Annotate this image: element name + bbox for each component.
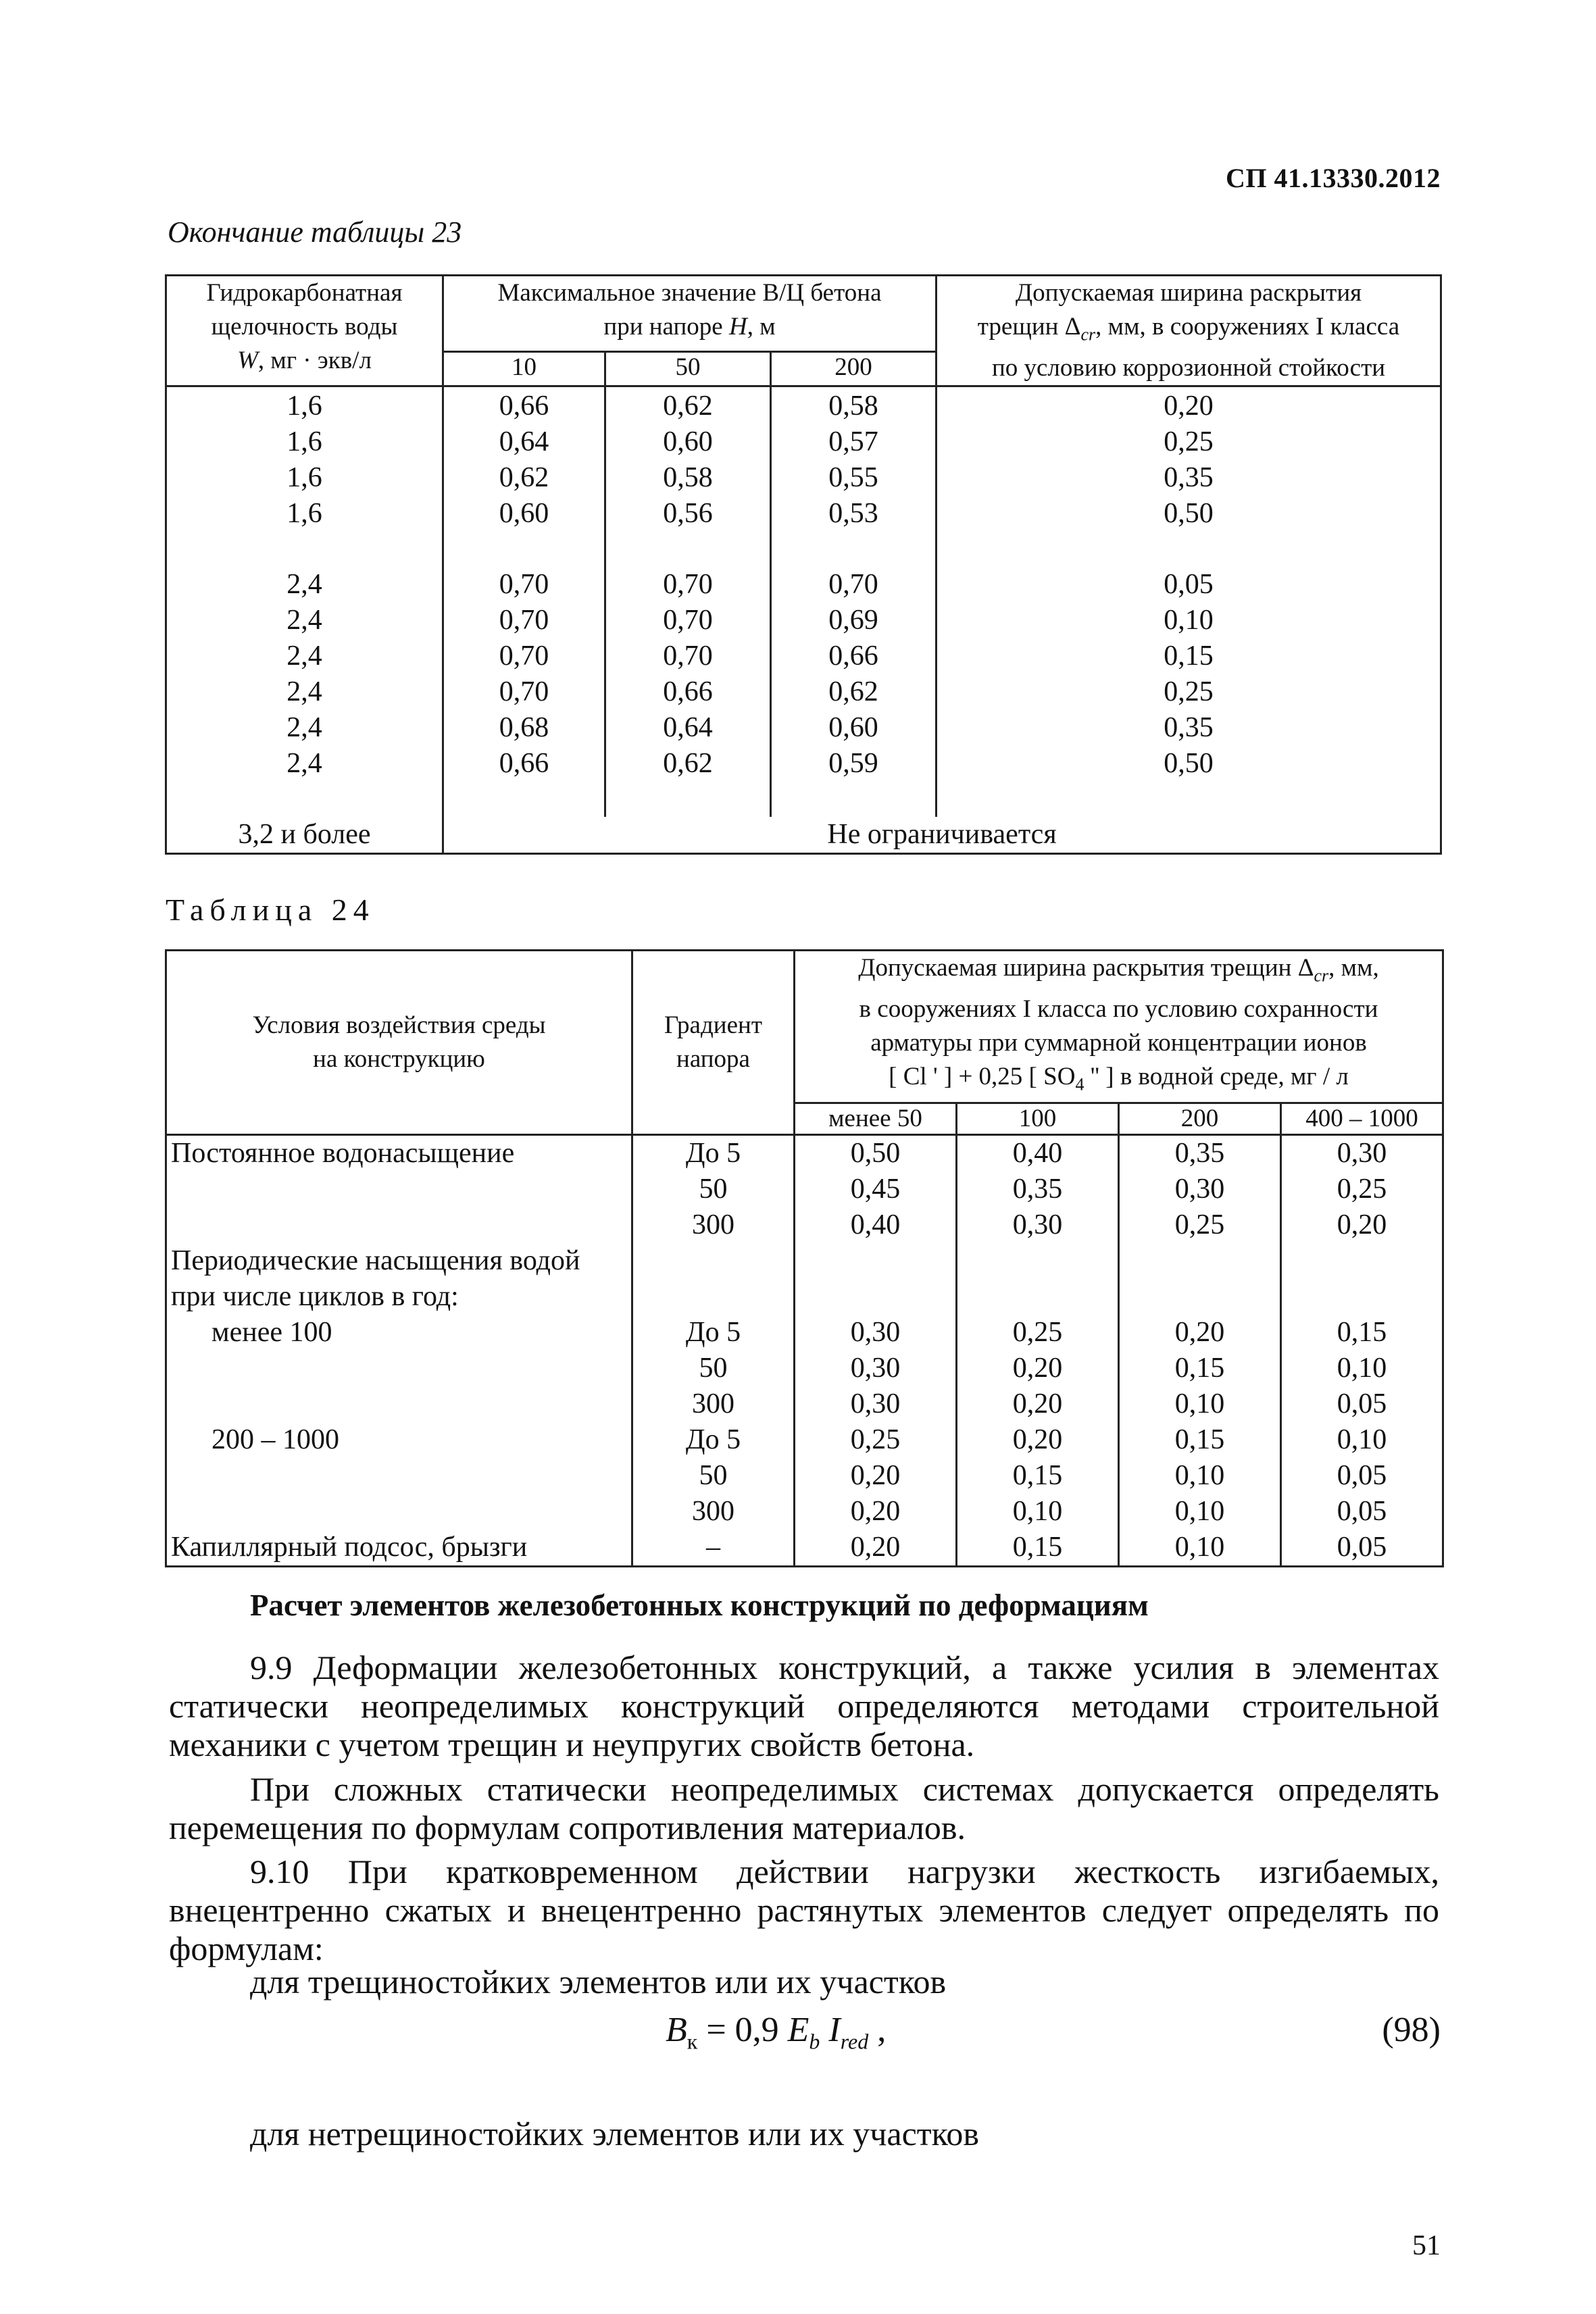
t24-cell (957, 1279, 1119, 1315)
t23-cell: 2,4 (286, 712, 322, 744)
t24-cell: 0,05 (1281, 1386, 1443, 1422)
t24-cell: 0,25 (957, 1315, 1119, 1351)
t23-header-wc: Максимальное значение В/Ц бетона при напоре H, м (443, 276, 937, 352)
t24-cell: 0,30 (795, 1351, 957, 1386)
paragraph-complex-systems: При сложных статически неопределимых системах допускается определять перемещения по формулам сопротивления материалов. (169, 1770, 1439, 1846)
t23-row (166, 710, 1441, 746)
t24-cell: 0,10 (1119, 1458, 1281, 1494)
t24-cell (957, 1243, 1119, 1279)
t24-row (166, 1351, 1443, 1386)
t24-gradient: – (632, 1530, 795, 1567)
t23-cell: 0,70 (771, 567, 937, 603)
t24-gradient: 300 (632, 1494, 795, 1530)
t24-header-conditions: Условия воздействия среды на конструкцию (166, 951, 632, 1135)
t24-row (166, 1134, 1443, 1172)
t24-cell: 0,15 (1281, 1315, 1443, 1351)
t23-cell: 0,64 (443, 424, 605, 460)
t23-row (166, 496, 1441, 532)
t24-gradient: 50 (632, 1172, 795, 1207)
t23-cell: 0,70 (443, 603, 605, 638)
t24-condition: при числе циклов в год: (171, 1280, 459, 1312)
t23-cell: 0,70 (443, 674, 605, 710)
t24-cell: 0,15 (1119, 1351, 1281, 1386)
t24-cell: 0,30 (795, 1315, 957, 1351)
t23-cell: 0,60 (771, 710, 937, 746)
t24-cell: 0,20 (795, 1494, 957, 1530)
t24-cell: 0,05 (1281, 1458, 1443, 1494)
t24-cell: 0,25 (795, 1422, 957, 1458)
t24-cell: 0,15 (1119, 1422, 1281, 1458)
t24-condition: Постоянное водонасыщение (171, 1137, 515, 1169)
t24-cell: 0,10 (1281, 1351, 1443, 1386)
t23-cell: 0,50 (937, 496, 1441, 532)
t24-cell: 0,40 (957, 1134, 1119, 1172)
t24-cell: 0,05 (1281, 1530, 1443, 1567)
t24-head-conc: менее 50 (795, 1103, 957, 1134)
t24-gradient (632, 1279, 795, 1315)
t24-cell (1119, 1279, 1281, 1315)
t23-head-h-200: 200 (771, 351, 937, 386)
t23-header-crack-width: Допускаемая ширина раскрытия трещин $\Delta_{cr}$, мм, в сооружениях I класса по условию коррозионной стойкости (937, 276, 1441, 386)
t24-row (166, 1315, 1443, 1351)
t23-cell: 0,10 (937, 603, 1441, 638)
table23-caption: Окончание таблицы 23 (168, 216, 462, 249)
t24-head-conc: 200 (1119, 1103, 1281, 1134)
t23-row-last (166, 817, 1441, 854)
t24-gradient: До 5 (632, 1134, 795, 1172)
equation-number: (98) (1382, 2011, 1441, 2049)
paragraph-non-crack-resistant: для нетрещиностойких элементов или их участков (250, 2115, 980, 2153)
table-23 (165, 274, 1442, 855)
t24-condition (166, 1351, 632, 1386)
t23-row (166, 460, 1441, 496)
t23-cell: 1,6 (286, 498, 322, 530)
t24-cell: 0,45 (795, 1172, 957, 1207)
t23-cell: 0,62 (771, 674, 937, 710)
t24-cell (1281, 1243, 1443, 1279)
t23-cell: 0,70 (605, 638, 771, 674)
t24-row (166, 1494, 1443, 1530)
t24-gradient: До 5 (632, 1422, 795, 1458)
t23-cell: 0,70 (443, 567, 605, 603)
t24-cell: 0,25 (1119, 1207, 1281, 1243)
t24-cell (1281, 1279, 1443, 1315)
t24-condition: Периодические насыщения водой (171, 1244, 580, 1276)
t24-cell: 0,30 (795, 1386, 957, 1422)
t24-cell: 0,20 (795, 1530, 957, 1567)
t23-cell: 0,70 (443, 638, 605, 674)
t24-cell: 0,15 (957, 1458, 1119, 1494)
t24-cell: 0,20 (957, 1386, 1119, 1422)
t24-cell: 0,20 (795, 1458, 957, 1494)
t23-cell: 0,62 (605, 386, 771, 425)
t23-cell: 0,50 (937, 746, 1441, 782)
t24-cell: 0,20 (1281, 1207, 1443, 1243)
t24-cell: 0,20 (1119, 1315, 1281, 1351)
t23-cell: 0,56 (605, 496, 771, 532)
t23-cell-unlimited: Не ограничивается (443, 817, 1441, 854)
t24-cell: 0,50 (795, 1134, 957, 1172)
t23-cell: 0,64 (605, 710, 771, 746)
paragraph-9-9: 9.9 Деформации железобетонных конструкций, а также усилия в элементах статически неопределимых конструкций определяются методами строительной механики с учетом трещин и неупругих свойств бетона. (169, 1649, 1439, 1763)
table-24 (165, 949, 1444, 1567)
t23-row (166, 746, 1441, 782)
t24-cell (795, 1279, 957, 1315)
t23-cell: 0,58 (771, 386, 937, 425)
t24-row (166, 1530, 1443, 1567)
t24-gradient: 300 (632, 1207, 795, 1243)
t24-gradient (632, 1243, 795, 1279)
t24-cell: 0,10 (1119, 1494, 1281, 1530)
t24-condition (166, 1458, 632, 1494)
t24-row (166, 1422, 1443, 1458)
t23-cell: 1,6 (286, 426, 322, 458)
t23-cell: 0,15 (937, 638, 1441, 674)
t23-cell: 0,35 (937, 710, 1441, 746)
t24-gradient: До 5 (632, 1315, 795, 1351)
document-id: СП 41.13330.2012 (1226, 163, 1441, 193)
t23-row (166, 424, 1441, 460)
t24-cell: 0,30 (1119, 1172, 1281, 1207)
t24-row (166, 1243, 1443, 1279)
t24-header-gradient: Градиент напора (632, 951, 795, 1135)
t23-row (166, 674, 1441, 710)
t23-cell: 0,35 (937, 460, 1441, 496)
t24-gradient: 50 (632, 1458, 795, 1494)
t24-cell: 0,35 (957, 1172, 1119, 1207)
t24-cell (795, 1243, 957, 1279)
page-number: 51 (1412, 2230, 1441, 2261)
t23-cell: 0,70 (605, 567, 771, 603)
t24-cell: 0,05 (1281, 1494, 1443, 1530)
table24-caption: Таблица 24 (166, 892, 375, 927)
t24-gradient: 300 (632, 1386, 795, 1422)
t23-cell: 0,55 (771, 460, 937, 496)
t24-cell: 0,20 (957, 1422, 1119, 1458)
t23-cell: 2,4 (286, 640, 322, 672)
paragraph-crack-resistant: для трещиностойких элементов или их участков (250, 1963, 947, 2001)
t23-cell: 0,59 (771, 746, 937, 782)
t23-cell: 0,68 (443, 710, 605, 746)
t23-cell: 0,60 (443, 496, 605, 532)
t23-row (166, 638, 1441, 674)
t24-row (166, 1458, 1443, 1494)
t23-cell: 0,62 (443, 460, 605, 496)
t24-row (166, 1207, 1443, 1243)
t24-cell: 0,15 (957, 1530, 1119, 1567)
t23-cell: 0,66 (605, 674, 771, 710)
t24-cell: 0,30 (957, 1207, 1119, 1243)
t23-cell: 0,57 (771, 424, 937, 460)
t23-cell: 0,25 (937, 424, 1441, 460)
t23-cell: 2,4 (286, 676, 322, 708)
t23-cell: 2,4 (286, 569, 322, 601)
t24-cell: 0,10 (1119, 1386, 1281, 1422)
t24-row (166, 1386, 1443, 1422)
t24-cell: 0,10 (1281, 1422, 1443, 1458)
t23-cell: 2,4 (286, 748, 322, 780)
section-heading: Расчет элементов железобетонных конструкций по деформациям (250, 1588, 1149, 1622)
t23-cell: 1,6 (286, 462, 322, 494)
t23-cell: 2,4 (286, 605, 322, 636)
t24-head-conc: 100 (957, 1103, 1119, 1134)
t24-cell: 0,20 (957, 1351, 1119, 1386)
t24-condition (166, 1494, 632, 1530)
t23-head-h-10: 10 (443, 351, 605, 386)
t24-cell: 0,10 (1119, 1530, 1281, 1567)
t24-condition: Капиллярный подсос, брызги (171, 1531, 528, 1563)
t24-cell: 0,40 (795, 1207, 957, 1243)
t24-cell: 0,30 (1281, 1134, 1443, 1172)
t23-cell: 0,66 (443, 386, 605, 425)
t23-cell: 0,20 (937, 386, 1441, 425)
t24-condition (166, 1207, 632, 1243)
t23-cell: 0,66 (771, 638, 937, 674)
t23-cell: 0,69 (771, 603, 937, 638)
t24-condition (166, 1172, 632, 1207)
t24-condition: 200 – 1000 (211, 1424, 339, 1455)
t24-head-conc: 400 – 1000 (1281, 1103, 1443, 1134)
t24-row (166, 1172, 1443, 1207)
t24-cell: 0,25 (1281, 1172, 1443, 1207)
t23-cell: 3,2 и более (238, 819, 371, 851)
t24-condition: менее 100 (211, 1316, 332, 1348)
t23-cell: 0,58 (605, 460, 771, 496)
t23-cell: 1,6 (286, 391, 322, 422)
t24-condition (166, 1386, 632, 1422)
t23-cell: 0,53 (771, 496, 937, 532)
formula-98: $B_к = 0,9$ $E_b$ $I_{red}$ , (666, 2011, 887, 2054)
t23-cell: 0,66 (443, 746, 605, 782)
t24-cell (1119, 1243, 1281, 1279)
t23-header-alkalinity: Гидрокарбонатная щелочность воды W, мг · экв/л (166, 276, 443, 386)
t23-cell: 0,25 (937, 674, 1441, 710)
t24-cell: 0,10 (957, 1494, 1119, 1530)
t23-head-h-50: 50 (605, 351, 771, 386)
t24-gradient: 50 (632, 1351, 795, 1386)
t23-row (166, 567, 1441, 603)
t24-row (166, 1279, 1443, 1315)
t24-cell: 0,35 (1119, 1134, 1281, 1172)
t23-cell: 0,60 (605, 424, 771, 460)
t24-header-crack-width: Допускаемая ширина раскрытия трещин $\Delta_{cr}$, мм, в сооружениях I класса по условию сохранности арматуры при суммарной концентрации ионов [ Cl ' ] + 0,25 [ $SO_4$ '' ] в водной среде, мг / л (795, 951, 1443, 1103)
t23-cell: 0,70 (605, 603, 771, 638)
t23-cell: 0,62 (605, 746, 771, 782)
t23-cell: 0,05 (937, 567, 1441, 603)
paragraph-9-10: 9.10 При кратковременном действии нагрузки жесткость изгибаемых, внецентренно сжатых и внецентренно растянутых элементов следует определять по формулам: (169, 1853, 1439, 1967)
t23-row (166, 386, 1441, 425)
t23-row (166, 603, 1441, 638)
